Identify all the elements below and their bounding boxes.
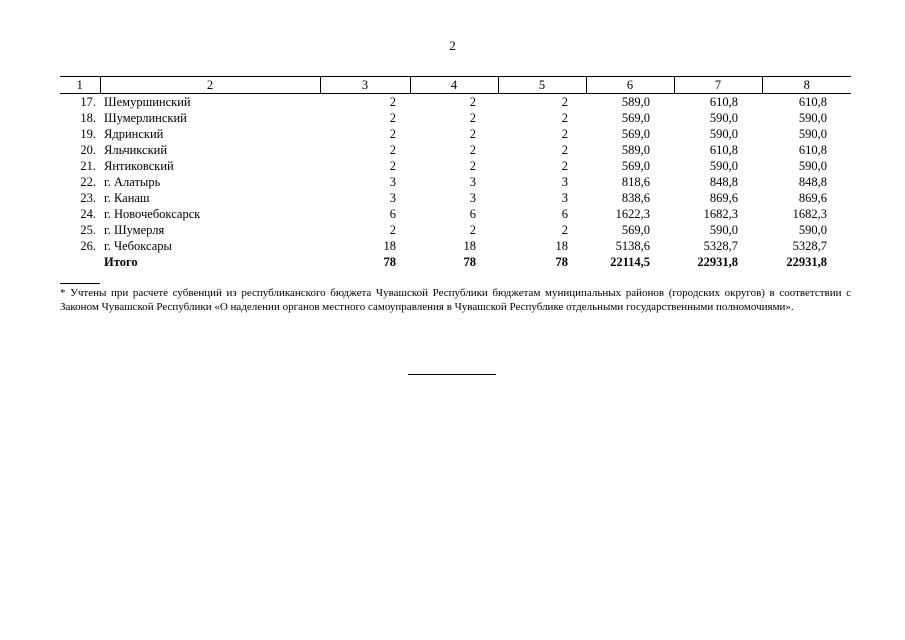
- header-col-3: 3: [320, 77, 410, 94]
- district-name: г. Алатырь: [104, 174, 161, 189]
- table-row: [60, 94, 851, 111]
- cell-col-8: 869,6: [798, 190, 827, 205]
- table-row: [60, 142, 851, 158]
- row-number: 23.: [80, 190, 96, 205]
- total-row-number: [60, 254, 100, 270]
- row-number: 18.: [80, 110, 96, 125]
- district-name: Яльчикский: [104, 142, 168, 157]
- cell-col-3: 2: [389, 222, 396, 237]
- cell-col-8: 590,0: [798, 110, 827, 125]
- cell-col-8: 848,8: [798, 174, 827, 189]
- cell-col-4: 2: [469, 222, 476, 237]
- header-col-8: 8: [762, 77, 851, 94]
- end-divider: [408, 374, 496, 375]
- footnote: * Учтены при расчете субвенций из республиканского бюджета Чувашской Республики бюджетам муниципальных районов (городских округов) в соответствии с Законом Чувашской Республики «О наделении органов местного самоуправления в Чувашской Республике отдельными государственными полномочиями».: [60, 287, 851, 313]
- cell-col-4: 2: [469, 126, 476, 141]
- table-row: [60, 238, 851, 254]
- district-name: г. Канаш: [104, 190, 150, 205]
- total-col-5: 78: [555, 254, 568, 269]
- cell-col-8: 590,0: [798, 126, 827, 141]
- cell-col-7: 590,0: [709, 158, 738, 173]
- cell-col-4: 2: [469, 142, 476, 157]
- cell-col-6: 569,0: [621, 126, 650, 141]
- district-name: Шумерлинский: [104, 110, 187, 125]
- cell-col-6: 818,6: [621, 174, 650, 189]
- cell-col-6: 1622,3: [615, 206, 650, 221]
- cell-col-4: 3: [469, 190, 476, 205]
- district-name: г. Шумерля: [104, 222, 165, 237]
- cell-col-7: 869,6: [709, 190, 738, 205]
- cell-col-5: 2: [561, 126, 568, 141]
- cell-col-5: 6: [561, 206, 568, 221]
- district-name: Шемуршинский: [104, 94, 191, 109]
- row-number: 20.: [80, 142, 96, 157]
- cell-col-6: 569,0: [621, 158, 650, 173]
- header-col-6: 6: [586, 77, 674, 94]
- cell-col-8: 5328,7: [792, 238, 827, 253]
- cell-col-5: 2: [561, 110, 568, 125]
- cell-col-3: 6: [389, 206, 396, 221]
- header-col-7: 7: [674, 77, 762, 94]
- subsidy-table: [60, 76, 851, 270]
- cell-col-4: 18: [463, 238, 476, 253]
- cell-col-6: 5138,6: [615, 238, 650, 253]
- cell-col-5: 2: [561, 158, 568, 173]
- cell-col-5: 2: [561, 222, 568, 237]
- header-col-2: 2: [100, 77, 320, 94]
- cell-col-5: 2: [561, 94, 568, 109]
- cell-col-7: 5328,7: [703, 238, 738, 253]
- district-name: г. Новочебоксарск: [104, 206, 201, 221]
- table-row: [60, 110, 851, 126]
- cell-col-3: 3: [389, 190, 396, 205]
- cell-col-5: 18: [555, 238, 568, 253]
- footnote-divider: [60, 283, 100, 284]
- cell-col-7: 848,8: [709, 174, 738, 189]
- total-label: Итого: [104, 254, 138, 269]
- cell-col-7: 590,0: [709, 222, 738, 237]
- cell-col-3: 2: [389, 142, 396, 157]
- cell-col-5: 2: [561, 142, 568, 157]
- cell-col-7: 610,8: [709, 94, 738, 109]
- header-col-5: 5: [498, 77, 586, 94]
- cell-col-7: 610,8: [709, 142, 738, 157]
- page-number: 2: [449, 38, 456, 53]
- cell-col-3: 2: [389, 110, 396, 125]
- cell-col-8: 590,0: [798, 222, 827, 237]
- table-row: [60, 158, 851, 174]
- district-name: Ядринский: [104, 126, 164, 141]
- row-number: 22.: [80, 174, 96, 189]
- table-header-row: [60, 77, 851, 94]
- total-col-8: 22931,8: [786, 254, 827, 269]
- table-row: [60, 174, 851, 190]
- cell-col-7: 590,0: [709, 110, 738, 125]
- header-col-4: 4: [410, 77, 498, 94]
- total-col-4: 78: [463, 254, 476, 269]
- cell-col-4: 6: [469, 206, 476, 221]
- cell-col-5: 3: [561, 174, 568, 189]
- cell-col-4: 2: [469, 158, 476, 173]
- header-col-1: 1: [60, 77, 100, 94]
- cell-col-4: 2: [469, 110, 476, 125]
- district-name: Янтиковский: [104, 158, 174, 173]
- table-row: [60, 206, 851, 222]
- cell-col-3: 2: [389, 158, 396, 173]
- total-col-3: 78: [383, 254, 396, 269]
- cell-col-6: 569,0: [621, 110, 650, 125]
- table-row: [60, 126, 851, 142]
- total-col-7: 22931,8: [697, 254, 738, 269]
- total-col-6: 22114,5: [610, 254, 650, 269]
- cell-col-8: 610,8: [798, 142, 827, 157]
- cell-col-7: 590,0: [709, 126, 738, 141]
- row-number: 19.: [80, 126, 96, 141]
- cell-col-5: 3: [561, 190, 568, 205]
- cell-col-7: 1682,3: [703, 206, 738, 221]
- row-number: 24.: [80, 206, 96, 221]
- cell-col-6: 589,0: [621, 142, 650, 157]
- table-row: [60, 190, 851, 206]
- district-name: г. Чебоксары: [104, 238, 172, 253]
- row-number: 26.: [80, 238, 96, 253]
- row-number: 17.: [80, 94, 96, 109]
- cell-col-3: 2: [389, 94, 396, 109]
- cell-col-6: 838,6: [621, 190, 650, 205]
- table-row: [60, 222, 851, 238]
- cell-col-8: 1682,3: [792, 206, 827, 221]
- cell-col-4: 2: [469, 94, 476, 109]
- cell-col-3: 18: [383, 238, 396, 253]
- cell-col-8: 610,8: [798, 94, 827, 109]
- cell-col-4: 3: [469, 174, 476, 189]
- cell-col-6: 569,0: [621, 222, 650, 237]
- cell-col-3: 2: [389, 126, 396, 141]
- cell-col-3: 3: [389, 174, 396, 189]
- cell-col-8: 590,0: [798, 158, 827, 173]
- row-number: 21.: [80, 158, 96, 173]
- total-row: [60, 254, 851, 270]
- cell-col-6: 589,0: [621, 94, 650, 109]
- row-number: 25.: [80, 222, 96, 237]
